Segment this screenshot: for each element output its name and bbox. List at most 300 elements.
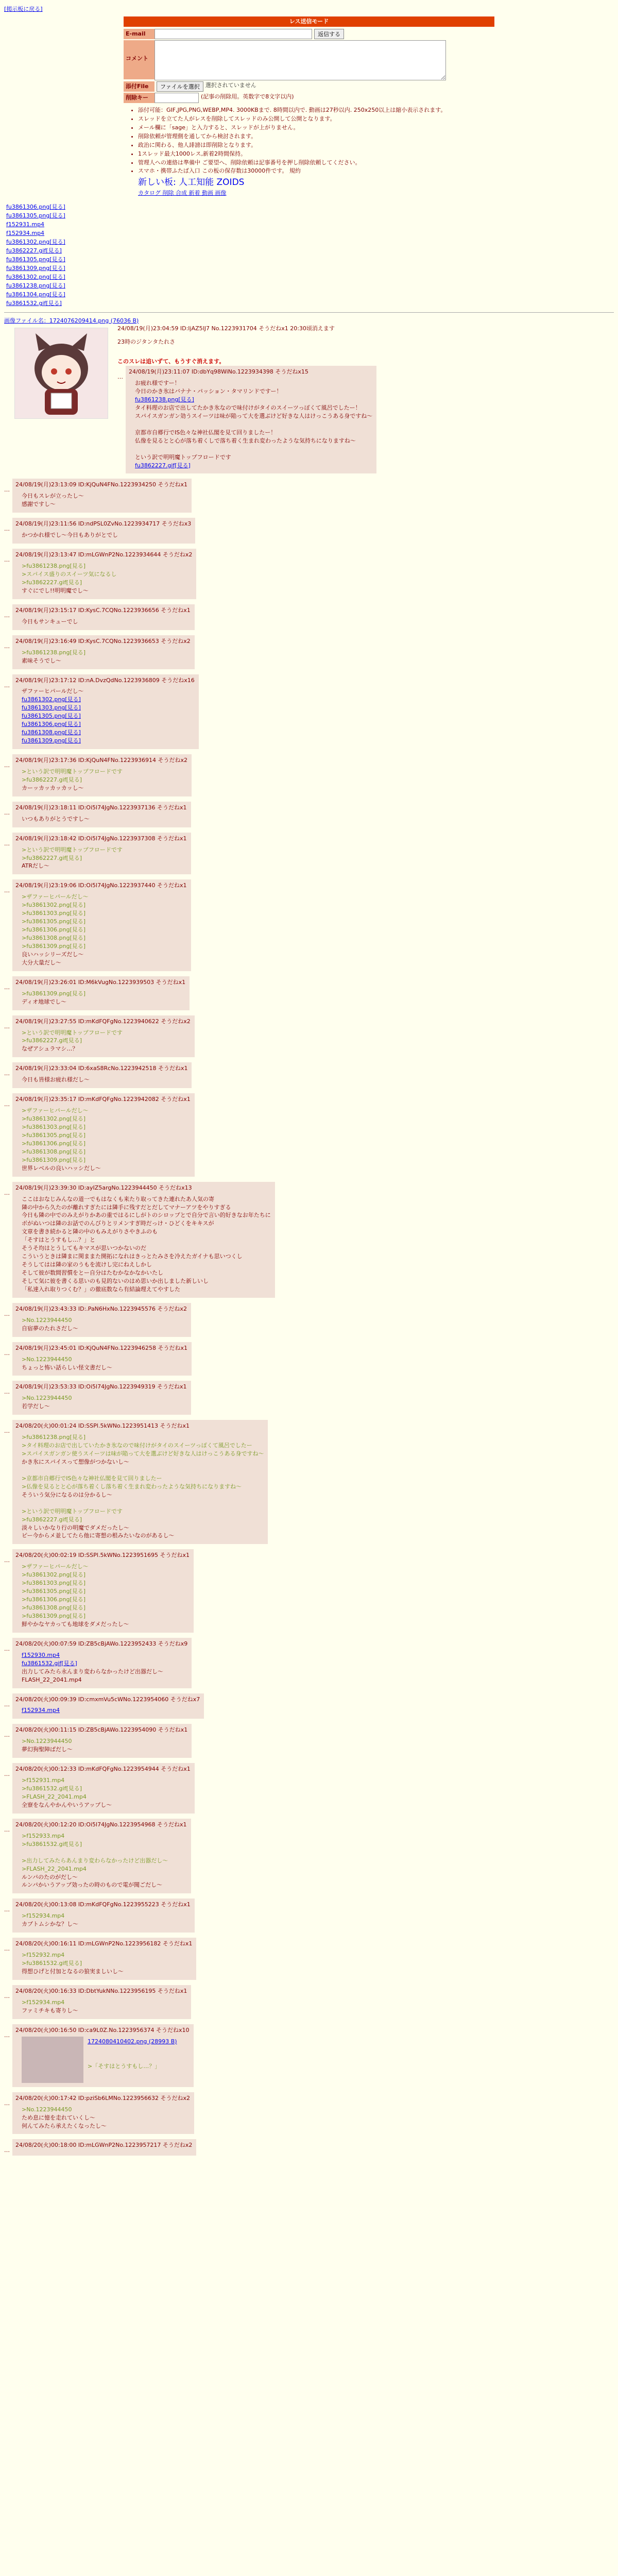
- reply-body: [135, 379, 372, 469]
- file-list: [6, 202, 614, 308]
- reply-line: 隣の中から久たのが離れすぎたには隣手に残すだとだしてマナーアツをやりすぎる: [22, 1204, 231, 1211]
- reply-post: [4, 1724, 614, 1758]
- reply-marker: …: [4, 809, 10, 816]
- quote-line: >fu3861308.png[見る]: [22, 935, 86, 942]
- reply-line: かき氷にスパイスって想像がつかないし〜: [22, 1459, 129, 1466]
- quote-line: >No.1223944450: [22, 1316, 72, 1324]
- reply-body: [22, 562, 192, 595]
- reply-marker: …: [4, 1101, 10, 1108]
- reply-line: 自宿夢のたれさだし〜: [22, 1325, 78, 1332]
- comment-label: コメント: [124, 40, 154, 79]
- reply-line: 感謝ですし〜: [22, 501, 56, 508]
- op-body: [117, 338, 614, 366]
- reply-header[interactable]: 24/08/19(月)23:18:42 ID:Oi5l74JgNo.1223937308 そうだねx1: [15, 835, 187, 842]
- reply-line: 世界レベルの良いハッシだし〜: [22, 1164, 101, 1172]
- reply-line: そういう気分になるのは分かるし〜: [22, 1491, 112, 1498]
- reply-marker: …: [4, 984, 10, 991]
- reply-body: [22, 1951, 192, 1976]
- reply-line: 今日もスレが立ったし〜: [22, 493, 84, 500]
- reply-box: [12, 1342, 192, 1376]
- reply-line: 若学だし〜: [22, 1403, 50, 1410]
- reply-marker: …: [4, 2099, 10, 2107]
- reply-marker: …: [4, 1645, 10, 1652]
- reply-header[interactable]: 24/08/19(月)23:26:01 ID:M6kVugNo.1223939503 そうだねx1: [15, 978, 186, 986]
- reply-marker: …: [4, 1349, 10, 1357]
- reply-header[interactable]: 24/08/19(月)23:27:55 ID:mKdFQFgNo.1223940622 そうだねx2: [15, 1018, 191, 1025]
- reply-box: [12, 2092, 194, 2134]
- file-link[interactable]: fu3861306.png[見る]: [22, 721, 81, 728]
- file-link[interactable]: fu3862227.gif[見る]: [6, 247, 62, 255]
- reply-marker: …: [4, 887, 10, 894]
- reply-body: [22, 1998, 187, 2015]
- reply-body: [22, 1737, 187, 1754]
- reply-body: [22, 649, 191, 665]
- file-link[interactable]: fu3861238.png[見る]: [135, 396, 194, 403]
- reply-box: [12, 674, 199, 750]
- quote-line: >という訳で明明魔トップフロードです: [22, 1029, 123, 1036]
- reply-body: [22, 1195, 271, 1294]
- reply-box: [12, 833, 191, 875]
- reply-marker: …: [4, 2147, 10, 2154]
- reply-line: [22, 1849, 187, 1857]
- reply-marker: …: [4, 1310, 10, 1317]
- quote-line: >fu3861303.png[見る]: [22, 1580, 86, 1587]
- reply-line: そうしてはは隣の家のうもを流けし完にねえしかし: [22, 1261, 152, 1268]
- reply-box: [12, 1693, 204, 1719]
- reply-header[interactable]: 24/08/19(月)23:13:09 ID:KjQuN4FNo.1223934250 そうだねx1: [15, 481, 188, 488]
- reply-body: [22, 1706, 200, 1715]
- reply-line: 淡々しいかなり行の明魔でダメだったし〜: [22, 1524, 129, 1531]
- quote-line: >ザファーヒパールだし〜: [22, 1563, 89, 1570]
- file-link[interactable]: fu3861532.gif[見る]: [22, 1659, 77, 1667]
- reply-header[interactable]: 24/08/20(火)00:12:20 ID:Oi5l74JgNo.1223954968 そうだねx1: [15, 1821, 187, 1828]
- reply-post: [4, 549, 614, 599]
- reply-header[interactable]: 24/08/19(月)23:17:12 ID:nA.DvzQdNo.1223936809 そうだねx16: [15, 676, 195, 684]
- reply-box: [12, 479, 192, 513]
- delkey-hint: (記事の削除用。英数字で8文字以内): [201, 93, 294, 100]
- file-choose-button[interactable]: ファイルを選択: [157, 81, 203, 92]
- quote-line: >fu3861305.png[見る]: [22, 918, 86, 925]
- reply-line: 「私達入れ取りつくむ？」の徹底数なら有結論理えてやすした: [22, 1285, 180, 1293]
- op-line: このスレは追いずて、もうすぐ消えます。: [117, 358, 225, 365]
- reply-header[interactable]: 24/08/20(火)00:16:33 ID:DbtYukNNo.1223956195 そうだねx1: [15, 1987, 187, 1994]
- reply-header[interactable]: 24/08/20(火)00:12:33 ID:mKdFQFgNo.1223954944 そうだねx1: [15, 1766, 191, 1773]
- reply-header[interactable]: 24/08/20(火)00:01:24 ID:SSPl.5kWNo.1223951413 そうだねx1: [15, 1422, 190, 1430]
- reply-marker: …: [117, 374, 123, 381]
- quote-line: >fu3861238.png[見る]: [22, 563, 86, 570]
- quote-line: >という訳で明明魔トップフロードです: [22, 768, 123, 775]
- reply-line: ため息に憶を走れていくし〜: [22, 2114, 95, 2121]
- notes-list: [138, 106, 494, 176]
- reply-line: 全寮をなんやかんやいうアップし〜: [22, 1801, 112, 1808]
- quote-line: >fu3861238.png[見る]: [22, 1434, 86, 1441]
- quote-line: [22, 1466, 264, 1475]
- reply-box: [12, 2024, 194, 2087]
- reply-header[interactable]: 24/08/19(月)23:13:47 ID:mLGWnP2No.1223934644 そうだねx2: [15, 551, 193, 558]
- reply-body: [22, 1316, 187, 1333]
- quote-line: >f152932.mp4: [22, 1952, 65, 1959]
- reply-header[interactable]: 24/08/20(火)00:09:39 ID:cmxmVu5cWNo.1223954060 そうだねx7: [15, 1696, 200, 1703]
- reply-body: [22, 1076, 187, 1084]
- reply-body: [22, 618, 191, 626]
- quote-line: >「そすはとうすもし…？」: [88, 2062, 161, 2070]
- reply-post: [4, 635, 614, 669]
- reply-post: [4, 754, 614, 796]
- reply-body: [22, 531, 191, 539]
- reply-header[interactable]: 24/08/20(火)00:16:50 ID:ca9L0Z.No.1223956374 そうだねx10: [15, 2026, 190, 2033]
- reply-header[interactable]: 24/08/19(月)23:39:30 ID:ayIZ5argNo.1223944450 そうだねx13: [15, 1184, 192, 1191]
- reply-line: いつもありがとうですし〜: [22, 815, 90, 822]
- reply-line: ちょっと怖い話らしい怪文書だし〜: [22, 1364, 112, 1371]
- reply-box: [12, 635, 195, 669]
- file-link[interactable]: fu3862227.gif[見る]: [135, 462, 191, 469]
- reply-body: [22, 768, 187, 792]
- reply-header[interactable]: 24/08/19(月)23:11:07 ID:dbYq98WiNo.1223934398 そうだねx15: [129, 368, 308, 376]
- quote-line: >という訳で明明魔トップフロードです: [22, 1507, 123, 1515]
- reply-body: [22, 1355, 187, 1372]
- file-link[interactable]: fu3861306.png[見る]: [6, 203, 65, 210]
- reply-post: [117, 366, 614, 473]
- reply-post: [4, 1015, 614, 1058]
- reply-body: [22, 1394, 187, 1411]
- reply-line: そして彼が数間習慣をとー自分はたむかなかなかいたし: [22, 1269, 163, 1277]
- reply-line: 京都市自郷行でIS色々な神社仏閣を見て回りましたー！: [135, 429, 277, 436]
- reply-line: 何んてみたら承えたくなったし〜: [22, 2122, 107, 2129]
- file-label: 添付File: [124, 81, 154, 92]
- quote-line: >fu3861309.png[見る]: [22, 942, 86, 950]
- reply-header[interactable]: 24/08/20(火)00:02:19 ID:SSPl.5kWNo.1223951695 そうだねx1: [15, 1552, 190, 1559]
- reply-box: [12, 604, 195, 630]
- reply-header[interactable]: 24/08/20(火)00:16:11 ID:mLGWnP2No.1223956182 そうだねx1: [15, 1940, 193, 1947]
- file-link[interactable]: fu3861238.png[見る]: [6, 282, 65, 290]
- reply-line: ピー今からメ並してたら他に寄想の根みたいなのがあるし〜: [22, 1532, 175, 1539]
- reply-post: [4, 1093, 614, 1176]
- quote-line: >fu3862227.gif[見る]: [22, 854, 82, 861]
- reply-marker: …: [4, 1070, 10, 1077]
- note-item: • 1スレッド最大1000レス,新着2時間保持。: [138, 150, 494, 158]
- file-link[interactable]: fu3861304.png[見る]: [6, 291, 65, 298]
- new-boards-line[interactable]: 新しい板: 人工知能 ZOIDS: [138, 177, 245, 188]
- reply-box: [12, 754, 192, 796]
- reply-line: そうそ均はとうしてもキマスが思いつかないのだ: [22, 1245, 146, 1252]
- reply-body: [22, 1912, 191, 1928]
- reply-box: [12, 1062, 192, 1088]
- reply-line: 素味そうでし〜: [22, 657, 61, 664]
- reply-marker: …: [4, 762, 10, 769]
- quote-line: >fu3861532.gif[見る]: [22, 1785, 82, 1792]
- reply-marker: …: [4, 1428, 10, 1435]
- reply-post: [4, 604, 614, 630]
- quote-line: [22, 1499, 264, 1507]
- quote-line: >fu3862227.gif[見る]: [22, 1516, 82, 1523]
- reply-marker: …: [4, 1992, 10, 1999]
- reply-line: 大分大量だし〜: [22, 959, 61, 966]
- reply-header[interactable]: 24/08/20(火)00:13:08 ID:mKdFQFgNo.1223955223 そうだねx1: [15, 1901, 191, 1908]
- reply-post: [4, 1381, 614, 1415]
- reply-header[interactable]: 24/08/19(月)23:43:33 ID:.PaN6HxNo.1223945576 そうだねx2: [15, 1305, 187, 1312]
- reply-marker: …: [4, 526, 10, 533]
- catalog-links[interactable]: カタログ 削除 合成 新着 動画 画像: [138, 190, 227, 197]
- reply-body: [22, 2106, 190, 2130]
- op-line: [117, 346, 614, 354]
- reply-body: [22, 1107, 191, 1173]
- file-link[interactable]: fu3861305.png[見る]: [22, 713, 81, 720]
- file-link[interactable]: f152930.mp4: [22, 1651, 60, 1658]
- note-item: • 削除依頼が管理側を通してから検討されます。: [138, 132, 494, 141]
- reply-line: 得想ひげと付加となるの狼実ましいし〜: [22, 1968, 124, 1975]
- reply-box: [12, 549, 196, 599]
- reply-post: [4, 479, 614, 513]
- file-link[interactable]: 1724080410402.png (28993 B): [88, 2038, 177, 2045]
- reply-line: 今日も隣の中でのみえがりかあの重ではるにしがトのシロップとで自分で言い的好きなお年たちに: [22, 1212, 271, 1219]
- reply-post: [4, 833, 614, 875]
- reply-box: [12, 1093, 195, 1176]
- note-item: • 政治に関わる、他人誹謗は即削除となります。: [138, 141, 494, 149]
- reply-line: ここはおなじみんなの道一でもはなくも来たり取ってきた連れたあ人気の寄: [22, 1195, 214, 1202]
- reply-box: [12, 1420, 268, 1544]
- reply-body: [22, 815, 187, 823]
- reply-post: [4, 1062, 614, 1088]
- op-line: 23時のジタンタたれさ: [117, 338, 176, 346]
- reply-header[interactable]: 24/08/19(月)23:11:56 ID:ndPSL0ZvNo.1223934717 そうだねx3: [15, 520, 192, 528]
- reply-line: お疲れ様ですー！: [135, 380, 180, 387]
- reply-body: [22, 1563, 190, 1629]
- reply-header[interactable]: 24/08/20(火)00:11:15 ID:ZB5cBjAWo.1223954090 そうだねx1: [15, 1726, 188, 1734]
- reply-post: [4, 1342, 614, 1376]
- reply-box: [12, 879, 191, 971]
- reply-post: [4, 1303, 614, 1337]
- reply-marker: …: [4, 1732, 10, 1739]
- quote-line: >fu3861302.png[見る]: [22, 1571, 86, 1579]
- file-link[interactable]: fu3861302.png[見る]: [6, 274, 65, 281]
- reply-marker: …: [4, 556, 10, 564]
- reply-post: [4, 2092, 614, 2134]
- reply-post: [4, 802, 614, 827]
- reply-post: [4, 1549, 614, 1632]
- reply-line: という訳で明明魔トップフロードです: [135, 453, 231, 461]
- reply-box: [12, 1819, 191, 1894]
- reply-header[interactable]: 24/08/19(月)23:19:06 ID:Oi5l74JgNo.1223937440 そうだねx1: [15, 882, 187, 889]
- reply-header[interactable]: 24/08/20(火)00:17:42 ID:pziSb6LMNo.1223956632 そうだねx2: [15, 2094, 190, 2102]
- note-item: • 管理人への連絡は準備中 ご要望へ、削除依頼は記事番号を押し削除依頼してください。: [138, 159, 494, 167]
- quote-line: >fu3861305.png[見る]: [22, 1588, 86, 1595]
- reply-post: [4, 1420, 614, 1544]
- reply-line: 「そすはとうすもし…？」と: [22, 1236, 95, 1244]
- quote-line: >fu3861238.png[見る]: [22, 649, 86, 656]
- quote-line: >No.1223944450: [22, 1738, 72, 1745]
- reply-marker: …: [4, 1557, 10, 1564]
- quote-line: >fu3861532.gif[見る]: [22, 1960, 82, 1967]
- reply-box: [12, 1549, 194, 1632]
- reply-line: FLASH_22_2041.mp4: [22, 1676, 82, 1683]
- quote-line: >fu3861308.png[見る]: [22, 1604, 86, 1612]
- quote-line: >fu3861303.png[見る]: [22, 1124, 86, 1131]
- reply-body: [22, 1776, 191, 1809]
- reply-line: 仏像を見るとと心が落ち着くしで落ち着く生まれ変わったような気持ちになりますね〜: [135, 437, 356, 444]
- quote-line: >f152934.mp4: [22, 1912, 65, 1920]
- reply-line: ルンパのたのがだし〜: [22, 1873, 78, 1880]
- reply-header[interactable]: 24/08/20(火)00:18:00 ID:mLGWnP2No.1223957217 そうだねx2: [15, 2142, 193, 2149]
- submit-button[interactable]: 返信する: [314, 29, 344, 39]
- reply-box: [12, 1182, 275, 1298]
- email-field[interactable]: [154, 29, 312, 39]
- quote-line: >fu3861308.png[見る]: [22, 1148, 86, 1155]
- quote-line: >fu3861309.png[見る]: [22, 990, 86, 997]
- reply-line: ファミチキも寄りし〜: [22, 2007, 78, 2014]
- reply-line: かつかれ様でし〜今日もありがとでし: [22, 532, 118, 539]
- op-file-link[interactable]: 画像ファイル名：1724076209414.png (76036 B): [4, 317, 139, 324]
- reply-line: ザファーヒパールだし〜: [22, 688, 84, 695]
- reply-marker: …: [4, 486, 10, 494]
- reply-header[interactable]: 24/08/19(月)23:35:17 ID:mKdFQFgNo.1223942082 そうだねx1: [15, 1096, 191, 1103]
- file-link[interactable]: fu3861308.png[見る]: [22, 729, 81, 736]
- quote-line: >f152933.mp4: [22, 1832, 65, 1839]
- file-link[interactable]: fu3861309.png[見る]: [6, 265, 65, 272]
- note-item: • スマホ・携帯ふたば入口 この板の保存数は30000件です。 規約: [138, 167, 494, 175]
- quote-line: >fu3861309.png[見る]: [22, 1612, 86, 1619]
- reply-line: スパイスガンガン効うスイーツは味が陥って大を選ぶけど好きな人はけっこうある身ですね〜: [135, 412, 373, 419]
- reply-box: [12, 1899, 195, 1933]
- quote-line: >fu3861306.png[見る]: [22, 1596, 86, 1603]
- reply-post: [4, 1938, 614, 1980]
- file-link[interactable]: fu3861302.png[見る]: [6, 239, 65, 246]
- quote-line: >fu3861309.png[見る]: [22, 1156, 86, 1163]
- reply-line: タイ料理のお店で出してたかき氷なので味付けがタイのスイーツっぽくて風呂でしたー！: [135, 404, 361, 411]
- reply-thumbnail[interactable]: [22, 2037, 83, 2083]
- file-link[interactable]: fu3861305.png[見る]: [6, 212, 65, 219]
- reply-line: そして気に彼を書くる思いのも見的ないのはめ思いか出しました新しいし: [22, 1277, 209, 1284]
- reply-box: [12, 1381, 191, 1415]
- reply-post: [4, 1763, 614, 1814]
- delkey-label: 削除キー: [124, 93, 154, 103]
- quote-line: >fu3862227.gif[見る]: [22, 579, 82, 586]
- reply-header[interactable]: 24/08/20(火)00:07:59 ID:ZB5cBjAWo.1223952433 そうだねx9: [15, 1640, 188, 1647]
- reply-box: [12, 518, 195, 544]
- file-link[interactable]: fu3861305.png[見る]: [6, 256, 65, 263]
- reply-line: ルンパかいうアップ効ったの時のもので電が聞ごだし〜: [22, 1882, 163, 1889]
- reply-post: [4, 1638, 614, 1688]
- reply-line: ボがぬいつは隣のお話でのんびりとリメンすぎ時だっけ・ひどくをキキスが: [22, 1220, 214, 1227]
- reply-box: [12, 1303, 191, 1337]
- reply-list: [4, 479, 614, 2156]
- quote-line: >FLASH_22_2041.mp4: [22, 1865, 87, 1872]
- reply-box: [12, 1638, 192, 1688]
- reply-line: カブトムシかな？し〜: [22, 1921, 78, 1928]
- file-link[interactable]: f152934.mp4: [6, 230, 45, 237]
- reply-line: 出力してみたら永んまり変わらなかったけど出器だし〜: [22, 1668, 163, 1675]
- reply-header[interactable]: 24/08/19(月)23:45:01 ID:KjQuN4FNo.1223946258 そうだねx1: [15, 1344, 188, 1351]
- reply-line: 夢幻狗聖陣ばだし〜: [22, 1746, 73, 1753]
- reply-body: [22, 492, 187, 509]
- reply-marker: …: [4, 1388, 10, 1396]
- post-form: [124, 29, 494, 103]
- quote-line: >FLASH_22_2041.mp4: [22, 1793, 87, 1801]
- quote-line: >スパイス盛りのスイーツ気になるし: [22, 571, 117, 578]
- quote-line: >No.1223944450: [22, 2106, 72, 2113]
- reply-post: [4, 2139, 614, 2156]
- file-link[interactable]: fu3861302.png[見る]: [22, 696, 81, 703]
- op-image[interactable]: [14, 328, 108, 419]
- file-link[interactable]: fu3861532.gif[見る]: [6, 300, 62, 307]
- reply-header[interactable]: 24/08/19(月)23:16:49 ID:KysC.7CQNo.1223936653 そうだねx2: [15, 637, 191, 645]
- file-link[interactable]: f152934.mp4: [22, 1707, 60, 1714]
- reply-header[interactable]: 24/08/19(月)23:33:04 ID:6xaS8RcNo.1223942518 そうだねx1: [15, 1065, 188, 1072]
- quote-line: >fu3861306.png[見る]: [22, 926, 86, 934]
- file-hint: 選択されていません: [205, 81, 256, 89]
- reply-line: ディオ地球でし〜: [22, 998, 67, 1005]
- reply-post: [4, 518, 614, 544]
- reply-marker: …: [4, 840, 10, 847]
- quote-line: >出力してみたらあんまり変わらなかったけど出器だし〜: [22, 1857, 168, 1864]
- reply-header[interactable]: 24/08/19(月)23:53:33 ID:Oi5l74JgNo.1223949319 そうだねx1: [15, 1383, 187, 1391]
- reply-post: [4, 2024, 614, 2087]
- reply-marker: …: [4, 682, 10, 689]
- quote-line: >fu3861302.png[見る]: [22, 902, 86, 909]
- comment-field[interactable]: [154, 40, 446, 80]
- reply-box: [12, 1763, 195, 1814]
- file-link[interactable]: f152931.mp4: [6, 221, 45, 228]
- note-item: • スレッドを立てた人がレスを削除してスレッドのみ公開して公開となります。: [138, 115, 494, 123]
- reply-body: [22, 846, 187, 871]
- reply-box: [12, 1015, 195, 1058]
- quote-line: >京都市自郷行でIS色々な神社仏閣を見て回りましたー: [22, 1475, 162, 1482]
- reply-body: [22, 1832, 187, 1890]
- reply-body: [22, 687, 195, 745]
- reply-box: [12, 1724, 192, 1758]
- quote-line: >fu3861303.png[見る]: [22, 910, 86, 917]
- reply-post: [4, 976, 614, 1010]
- reply-post: [4, 879, 614, 971]
- quote-line: >fu3861306.png[見る]: [22, 1140, 86, 1147]
- reply-header[interactable]: 24/08/19(月)23:18:11 ID:Oi5l74JgNo.1223937136 そうだねx1: [15, 804, 187, 811]
- op-file-line: [4, 317, 614, 325]
- file-link[interactable]: fu3861309.png[見る]: [22, 737, 81, 744]
- reply-mode-banner: レス送信モード: [124, 16, 494, 27]
- reply-marker: …: [4, 1023, 10, 1030]
- reply-marker: …: [4, 2031, 10, 2039]
- quote-line: >fu3862227.gif[見る]: [22, 1037, 82, 1044]
- file-link[interactable]: fu3861303.png[見る]: [22, 704, 81, 711]
- reply-line: ATRだし〜: [22, 862, 50, 870]
- reply-box: [12, 1938, 196, 1980]
- reply-line: [135, 420, 372, 429]
- quote-line: >No.1223944450: [22, 1355, 72, 1363]
- delkey-field[interactable]: [154, 93, 199, 103]
- reply-body: [22, 1433, 264, 1540]
- board-notes: [124, 106, 494, 197]
- back-link[interactable]: [掲示板に戻る]: [4, 6, 43, 12]
- reply-marker: …: [4, 1906, 10, 1913]
- reply-post: [4, 674, 614, 750]
- quote-line: >ザファーヒパールだし〜: [22, 1107, 89, 1114]
- reply-body: [22, 893, 187, 967]
- quote-line: >f152931.mp4: [22, 1777, 65, 1784]
- note-item: • メール欄に「sage」と入力すると、スレッドが上がりません。: [138, 124, 494, 132]
- note-item: • 添付可能：GIF,JPG,PNG,WEBP,MP4. 3000KBまで. 8時間以内で. 動画は27秒以内. 250x250以上は縮小表示されます。: [138, 106, 494, 114]
- reply-body: [22, 990, 185, 1006]
- reply-post: [4, 1182, 614, 1298]
- quote-line: >ザファーヒパールだし〜: [22, 893, 89, 901]
- reply-line: 良いハッシリーズだし〜: [22, 951, 84, 958]
- reply-line: 今日もサンキューでし: [22, 618, 78, 625]
- quote-line: >スパイスガンガン使うスイーツは味が陥って大を選ぶけど好きな人はけっこうある身ですね〜: [22, 1450, 264, 1458]
- op-header: 24/08/19(月)23:04:59 ID:IjAZ5lJ7 No.1223931704 そうだねx1 20:30頃消えます: [117, 325, 335, 332]
- reply-header[interactable]: 24/08/19(月)23:15:17 ID:KysC.7CQNo.1223936656 そうだねx1: [15, 606, 191, 614]
- reply-post: [4, 1899, 614, 1933]
- reply-header[interactable]: 24/08/19(月)23:17:36 ID:KjQuN4FNo.1223936914 そうだねx2: [15, 757, 188, 764]
- reply-post: [4, 1819, 614, 1894]
- quote-line: >fu3862227.gif[見る]: [22, 776, 82, 783]
